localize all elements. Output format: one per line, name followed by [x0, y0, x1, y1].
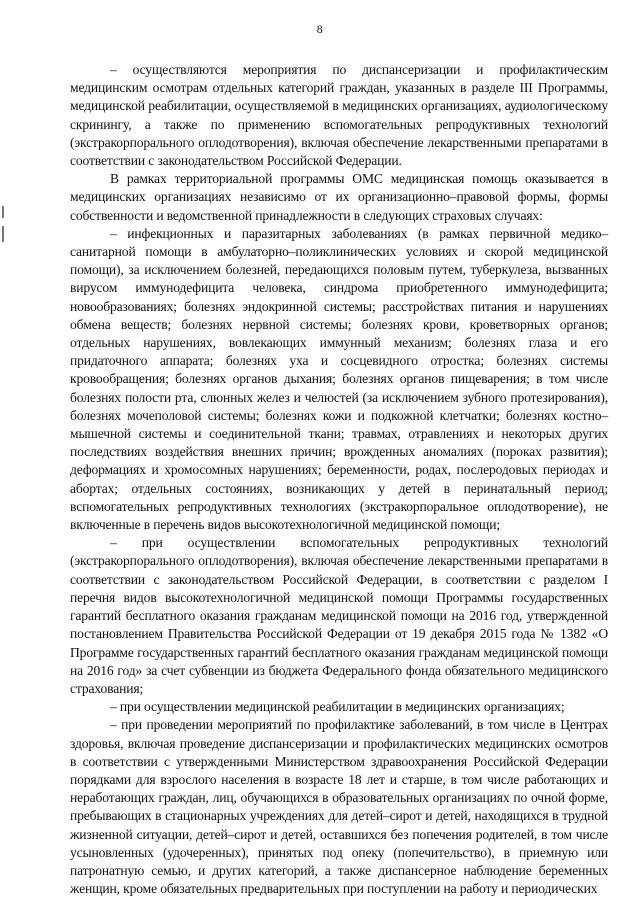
page-number: 8 [316, 22, 324, 36]
paragraph-oms-scope: В рамках территориальной программы ОМС медицинская помощь оказывается в медицинских организациях независимо от их организационно–правовой формы, формы собственности и ведомственной принадлежности в следующих страховых случаях: [70, 171, 608, 223]
paragraph-prevention: – при проведении мероприятий по профилактике заболеваний, в том числе в Центрах здоровья, включая проведение диспансеризации и профилактических медицинских осмотров в соответствии с утвержденными Министерством здравоохранения Российской Федерации порядками для взрослого населения в возрасте 18 лет и старше, в том числе работающих и неработающих граждан, лиц, обучающихся в образовательных организациях по очной форме, пребывающих в стационарных учреждениях для детей–сирот и детей, находящихся в трудной жизненной ситуации, детей–сирот и детей, оставшихся без попечения родителей, в том числе усыновленных (удочеренных), принятых под опеку (попечительство), в приемную или патронатную семью, и других категорий, а также диспансерное наблюдение беременных женщин, кроме обязательных предварительных при поступлении на работу и периодических [70, 717, 608, 897]
margin-mark [2, 226, 4, 242]
margin-mark [2, 206, 4, 218]
paragraph-rehabilitation: – при осуществлении медицинской реабилитации в медицинских организациях; [110, 699, 565, 715]
paragraph-measures: – осуществляются мероприятия по диспансеризации и профилактическим медицинским осмотрам отдельных категорий граждан, указанных в разделе III Программы, медицинской реабилитации, осуществляемой в медицинских организациях, аудиологическому скринингу, а также по применению вспомогательных репродуктивных технологий (экстракорпорального оплодотворения), включая обеспечение лекарственными препаратами в соответствии с законодательством Российской Федерации. [70, 62, 608, 169]
paragraph-diseases-list: – инфекционных и паразитарных заболеваниях (в рамках первичной медико–санитарной помощи в амбулаторно–поликлинических условиях и скорой медицинской помощи), за исключением болезней, передающихся половым путем, туберкулеза, вызванных вирусом иммунодефицита человека, синдрома приобретенного иммунодефицита; новообразованиях; болезнях эндокринной системы; расстройствах питания и нарушениях обмена веществ; болезнях нервной системы; болезнях крови, кроветворных органов; отдельных нарушениях, вовлекающих иммунный механизм; болезнях глаза и его придаточного аппарата; болезнях уха и сосцевидного отростка; болезнях системы кровообращения; болезнях органов дыхания; болезнях органов пищеварения; в том числе болезнях полости рта, слюнных желез и челюстей (за исключением зубного протезирования), болезнях мочеполовой системы; болезнях кожи и подкожной клетчатки; болезнях костно–мышечной системы и соединительной ткани; травмах, отравлениях и некоторых других последствиях воздействия внешних причин; врожденных аномалиях (пороках развития); деформациях и хромосомных нарушениях; беременности, родах, послеродовых периодах и абортах; отдельных состояниях, возникающих у детей в перинатальный период; вспомогательных репродуктивных технологиях (экстракорпоральное оплодотворение), не включенные в перечень видов высокотехнологичной медицинской помощи; [70, 225, 608, 533]
document-body [70, 61, 608, 898]
paragraph-reproductive-tech: – при осуществлении вспомогательных репродуктивных технологий (экстракорпорального оплодотворения), включая обеспечение лекарственными препаратами в соответствии с законодательством Российской Федерации, в соответствии с разделом I перечня видов высокотехнологичной медицинской помощи Программы государственных гарантий бесплатного оказания гражданам медицинской помощи на 2016 год, утвержденной постановлением Правительства Российской Федерации от 19 декабря 2015 года № 1382 «О Программе государственных гарантий бесплатного оказания гражданам медицинской помощи на 2016 год» за счет субвенции из бюджета Федерального фонда обязательного медицинского страхования; [70, 535, 608, 696]
